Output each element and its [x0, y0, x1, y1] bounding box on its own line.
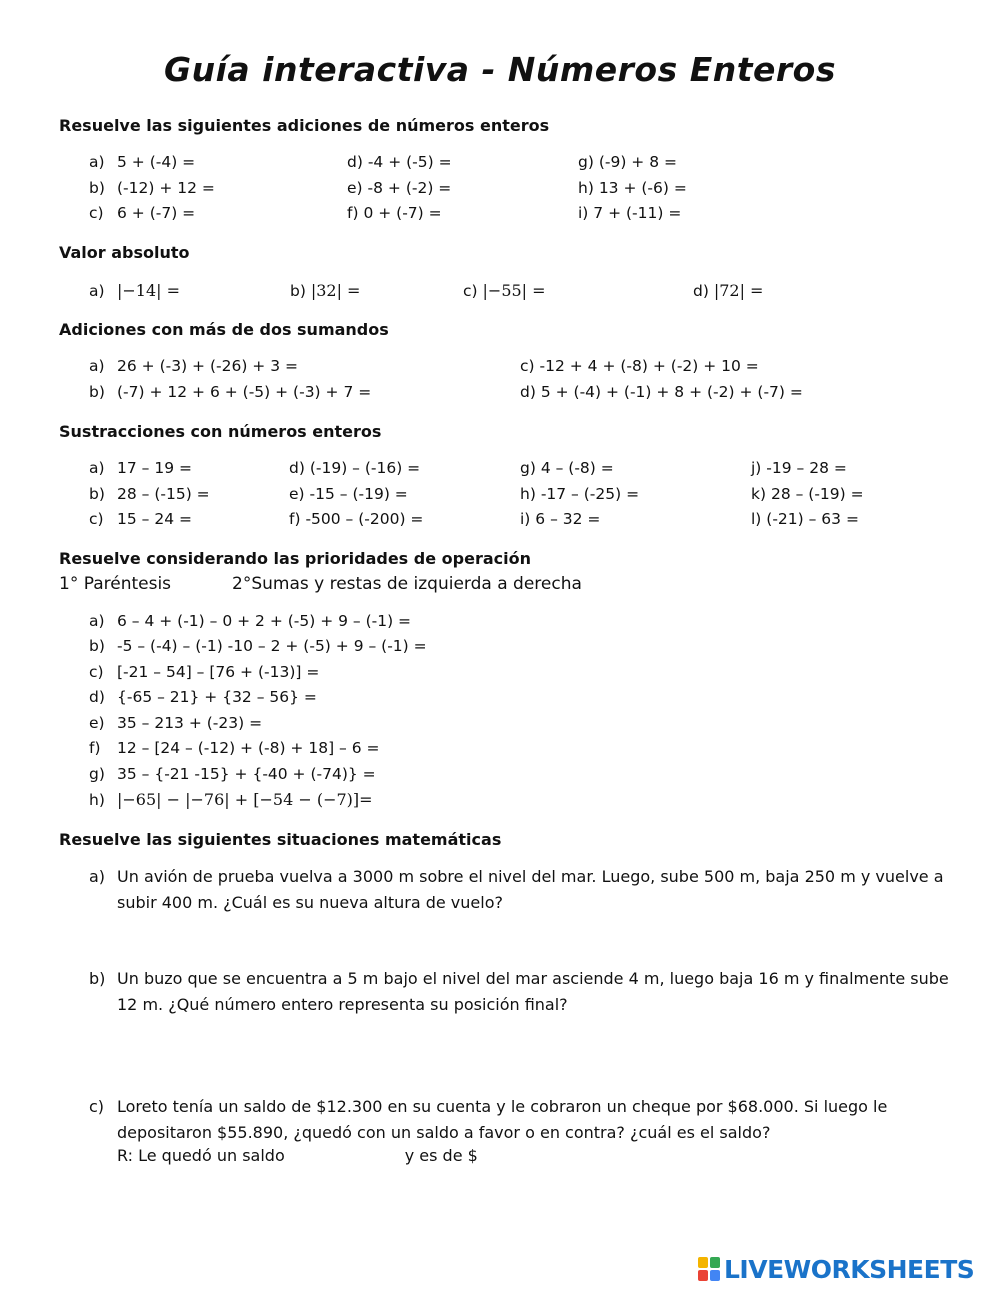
exercise-item: h) -17 – (-25) = — [520, 485, 640, 503]
exercise-item: d) |72| = — [693, 281, 764, 300]
exercise-item: a) 26 + (-3) + (-26) + 3 = — [89, 357, 298, 375]
exercise-item: d) 5 + (-4) + (-1) + 8 + (-2) + (-7) = — [520, 383, 803, 401]
logo-blocks-icon — [698, 1257, 720, 1281]
exercise-item: b) 28 – (-15) = — [89, 485, 210, 503]
exercise-item: a) 5 + (-4) = — [89, 153, 196, 171]
section-heading-mas-sumandos: Adiciones con más de dos sumandos — [59, 320, 389, 339]
exercise-item: b) |32| = — [290, 281, 361, 300]
section-heading-adiciones: Resuelve las siguientes adiciones de números enteros — [59, 116, 550, 135]
exercise-item: f) -500 – (-200) = — [289, 510, 424, 528]
exercise-item: c) 6 + (-7) = — [89, 204, 196, 222]
exercise-item: e) -15 – (-19) = — [289, 485, 408, 503]
section-heading-sustracciones: Sustracciones con números enteros — [59, 422, 382, 441]
answer-line: R: Le quedó un saldo y es de $ — [117, 1146, 478, 1165]
exercise-item: k) 28 – (-19) = — [751, 485, 864, 503]
word-problem: c) Loreto tenía un saldo de $12.300 en su cuenta y le cobraron un cheque por $68.000. Si luego le depositaron $55.890, ¿quedó con un saldo a favor o en contra? ¿cuál es el saldo? — [89, 1097, 888, 1142]
exercise-item: d) -4 + (-5) = — [347, 153, 452, 171]
priority-rule-2: 2°Sumas y restas de izquierda a derecha — [232, 574, 582, 594]
exercise-item: i) 6 – 32 = — [520, 510, 601, 528]
word-problem: a) Un avión de prueba vuelva a 3000 m sobre el nivel del mar. Luego, sube 500 m, baja 250 m y vuelve a subir 400 m. ¿Cuál es su nueva altura de vuelo? — [89, 867, 944, 912]
exercise-item: a) |−14| = — [89, 281, 181, 300]
exercise-item: h) 13 + (-6) = — [578, 179, 687, 197]
liveworksheets-logo — [698, 1256, 974, 1282]
section-heading-prioridades: Resuelve considerando las prioridades de operación — [59, 549, 531, 568]
word-problem: b) Un buzo que se encuentra a 5 m bajo el nivel del mar asciende 4 m, luego baja 16 m y finalmente sube 12 m. ¿Qué número entero representa su posición final? — [89, 969, 949, 1014]
exercise-item: a) 17 – 19 = — [89, 459, 192, 477]
exercise-item: f) 0 + (-7) = — [347, 204, 442, 222]
exercise-item: c) |−55| = — [463, 281, 546, 300]
exercise-item: g) 4 – (-8) = — [520, 459, 614, 477]
exercise-item: a) 6 – 4 + (-1) – 0 + 2 + (-5) + 9 – (-1) = — [89, 612, 412, 630]
exercise-item: c) [-21 – 54] – [76 + (-13)] = — [89, 663, 320, 681]
exercise-item: d) (-19) – (-16) = — [289, 459, 421, 477]
section-heading-valor-absoluto: Valor absoluto — [59, 243, 190, 262]
logo-text: LIVEWORKSHEETS — [724, 1254, 975, 1284]
exercise-item: l) (-21) – 63 = — [751, 510, 859, 528]
section-heading-situaciones: Resuelve las siguientes situaciones matemáticas — [59, 830, 502, 849]
exercise-item: d) {-65 – 21} + {32 – 56} = — [89, 688, 317, 706]
exercise-item: e) -8 + (-2) = — [347, 179, 452, 197]
exercise-item: f) 12 – [24 – (-12) + (-8) + 18] – 6 = — [89, 739, 380, 757]
exercise-item: e) 35 – 213 + (-23) = — [89, 714, 263, 732]
exercise-item: i) 7 + (-11) = — [578, 204, 682, 222]
exercise-item: b) (-12) + 12 = — [89, 179, 215, 197]
priority-rule-1: 1° Paréntesis — [59, 574, 172, 594]
page-title: Guía interactiva - Números Enteros — [164, 50, 836, 89]
exercise-item: b) (-7) + 12 + 6 + (-5) + (-3) + 7 = — [89, 383, 372, 401]
exercise-item: j) -19 – 28 = — [751, 459, 847, 477]
exercise-item: c) 15 – 24 = — [89, 510, 192, 528]
exercise-item: g) 35 – {-21 -15} + {-40 + (-74)} = — [89, 765, 376, 783]
exercise-item: g) (-9) + 8 = — [578, 153, 677, 171]
exercise-item: c) -12 + 4 + (-8) + (-2) + 10 = — [520, 357, 759, 375]
exercise-item: b) -5 – (-4) – (-1) -10 – 2 + (-5) + 9 – (-1) = — [89, 637, 427, 655]
exercise-item: h) |−65| − |−76| + [−54 − (−7)]= — [89, 790, 373, 809]
